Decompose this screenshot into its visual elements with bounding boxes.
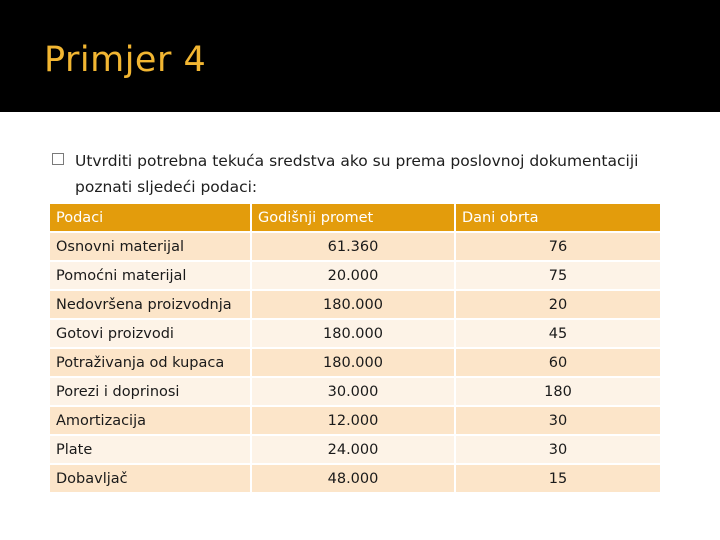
cell-label: Osnovni materijal [50, 232, 251, 261]
cell-promet: 30.000 [251, 377, 455, 406]
cell-label: Nedovršena proizvodnja [50, 290, 251, 319]
cell-promet: 48.000 [251, 464, 455, 493]
cell-dani: 180 [455, 377, 660, 406]
cell-label: Potraživanja od kupaca [50, 348, 251, 377]
cell-dani: 15 [455, 464, 660, 493]
cell-label: Plate [50, 435, 251, 464]
slide-title: Primjer 4 [44, 40, 207, 80]
table-row [50, 377, 660, 406]
cell-dani: 45 [455, 319, 660, 348]
data-table [50, 204, 660, 494]
cell-dani: 60 [455, 348, 660, 377]
cell-promet: 20.000 [251, 261, 455, 290]
cell-promet: 180.000 [251, 290, 455, 319]
table-row [50, 406, 660, 435]
table-row [50, 290, 660, 319]
table-row [50, 464, 660, 493]
table-row [50, 261, 660, 290]
cell-label: Porezi i doprinosi [50, 377, 251, 406]
cell-dani: 20 [455, 290, 660, 319]
cell-label: Pomoćni materijal [50, 261, 251, 290]
header-dani-obrta: Dani obrta [455, 204, 660, 232]
cell-promet: 180.000 [251, 348, 455, 377]
cell-promet: 12.000 [251, 406, 455, 435]
cell-promet: 180.000 [251, 319, 455, 348]
cell-promet: 61.360 [251, 232, 455, 261]
cell-dani: 30 [455, 406, 660, 435]
header-podaci: Podaci [50, 204, 251, 232]
cell-dani: 75 [455, 261, 660, 290]
bullet-item [52, 148, 692, 200]
title-band [0, 0, 720, 112]
table-row [50, 348, 660, 377]
cell-label: Amortizacija [50, 406, 251, 435]
bullet-text: Utvrditi potrebna tekuća sredstva ako su prema poslovnoj dokumentaciji poznati sljedeći podaci: [75, 152, 639, 196]
cell-label: Gotovi proizvodi [50, 319, 251, 348]
header-godisnji-promet: Godišnji promet [251, 204, 455, 232]
table-row [50, 319, 660, 348]
cell-dani: 30 [455, 435, 660, 464]
cell-label: Dobavljač [50, 464, 251, 493]
cell-promet: 24.000 [251, 435, 455, 464]
cell-dani: 76 [455, 232, 660, 261]
table-row [50, 435, 660, 464]
table-header-row [50, 204, 660, 232]
bullet-square-icon [52, 153, 64, 165]
table-row [50, 232, 660, 261]
